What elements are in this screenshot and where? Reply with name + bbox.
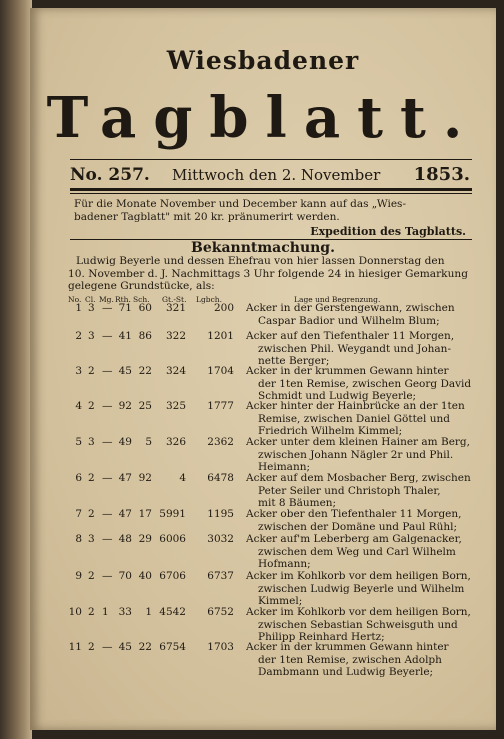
cell-sch: 5 bbox=[145, 436, 152, 448]
cell-lgb: 1777 bbox=[207, 400, 234, 412]
parcel-description bbox=[246, 533, 474, 571]
cell-mg: — bbox=[102, 400, 113, 412]
parcel-description bbox=[246, 365, 474, 403]
cell-cl: 3 bbox=[88, 436, 95, 448]
section-title: Bekanntmachung. bbox=[191, 240, 335, 256]
description-line: Acker in der Gerstengewann, zwischen bbox=[246, 302, 455, 314]
cell-no: 10 bbox=[68, 606, 82, 618]
cell-no: 1 bbox=[75, 302, 82, 314]
description-line: Peter Seiler und Christoph Thaler, bbox=[258, 484, 441, 497]
description-line: Acker auf den Tiefenthaler 11 Morgen, bbox=[246, 330, 455, 342]
cell-mg: — bbox=[102, 533, 113, 545]
column-header: Gt.-St. bbox=[162, 295, 187, 304]
description-line: der 1ten Remise, zwischen Georg David bbox=[258, 377, 472, 390]
cell-sch: 40 bbox=[138, 570, 152, 582]
cell-lgb: 1201 bbox=[207, 330, 234, 342]
cell-no: 11 bbox=[68, 641, 82, 653]
parcel-description bbox=[246, 472, 474, 510]
description-line: zwischen Phil. Weygandt und Johan- bbox=[258, 342, 451, 355]
description-line: zwischen dem Weg und Carl Wilhelm bbox=[258, 545, 456, 558]
parcel-description bbox=[246, 302, 474, 327]
cell-no: 7 bbox=[75, 508, 82, 520]
cell-lgb: 200 bbox=[213, 302, 234, 314]
cell-sch: 29 bbox=[138, 533, 152, 545]
cell-sch: 1 bbox=[145, 606, 152, 618]
cell-gst: 322 bbox=[165, 330, 186, 342]
newspaper-page bbox=[30, 8, 496, 730]
cell-rth: 47 bbox=[118, 508, 132, 520]
cell-cl: 2 bbox=[88, 472, 95, 484]
column-header: Rth. bbox=[115, 295, 131, 304]
cell-rth: 92 bbox=[118, 400, 132, 412]
column-header: Lage und Begrenzung. bbox=[294, 295, 381, 304]
parcel-description bbox=[246, 508, 474, 533]
cell-lgb: 6752 bbox=[207, 606, 234, 618]
cell-gst: 6706 bbox=[159, 570, 186, 582]
cell-rth: 49 bbox=[118, 436, 132, 448]
cell-mg: — bbox=[102, 330, 113, 342]
parcel-description bbox=[246, 641, 474, 679]
masthead-city: Wiesbadener bbox=[166, 46, 360, 75]
column-header: Mg. bbox=[99, 295, 114, 304]
cell-lgb: 3032 bbox=[207, 533, 234, 545]
cell-rth: 71 bbox=[118, 302, 132, 314]
cell-rth: 48 bbox=[118, 533, 132, 545]
cell-gst: 324 bbox=[165, 365, 186, 377]
cell-sch: 22 bbox=[138, 641, 152, 653]
description-line: zwischen der Domäne und Paul Rühl; bbox=[258, 520, 458, 533]
cell-sch: 86 bbox=[138, 330, 152, 342]
parcel-description bbox=[246, 606, 474, 644]
description-line: Caspar Badior und Wilhelm Blum; bbox=[258, 314, 440, 327]
cell-cl: 2 bbox=[88, 508, 95, 520]
cell-mg: — bbox=[102, 472, 113, 484]
description-line: Acker in der krummen Gewann hinter bbox=[246, 641, 449, 653]
cell-rth: 70 bbox=[118, 570, 132, 582]
parcel-description bbox=[246, 400, 474, 438]
cell-lgb: 1704 bbox=[207, 365, 234, 377]
cell-cl: 3 bbox=[88, 302, 95, 314]
parcel-description bbox=[246, 330, 474, 368]
description-line: nette Berger; bbox=[258, 355, 330, 368]
cell-lgb: 6478 bbox=[207, 472, 234, 484]
cell-gst: 5991 bbox=[159, 508, 186, 520]
cell-rth: 45 bbox=[118, 641, 132, 653]
cell-cl: 2 bbox=[88, 641, 95, 653]
description-line: Kimmel; bbox=[258, 595, 303, 608]
intro-line: gelegene Grundstücke, als: bbox=[68, 280, 215, 292]
description-line: Acker in der krummen Gewann hinter bbox=[246, 365, 449, 377]
cell-mg: — bbox=[102, 641, 113, 653]
cell-gst: 6754 bbox=[159, 641, 186, 653]
cell-gst: 4 bbox=[179, 472, 186, 484]
cell-sch: 25 bbox=[138, 400, 152, 412]
cell-rth: 41 bbox=[118, 330, 132, 342]
cell-mg: — bbox=[102, 570, 113, 582]
cell-lgb: 6737 bbox=[207, 570, 234, 582]
cell-mg: — bbox=[102, 365, 113, 377]
description-line: Heimann; bbox=[258, 461, 311, 474]
description-line: zwischen Ludwig Beyerle und Wilhelm bbox=[258, 582, 465, 595]
issue-year: 1853. bbox=[413, 164, 470, 185]
description-line: Acker im Kohlkorb vor dem heiligen Born, bbox=[246, 570, 471, 582]
column-header: Cl. bbox=[85, 295, 96, 304]
cell-no: 8 bbox=[75, 533, 82, 545]
parcel-description bbox=[246, 570, 474, 608]
cell-cl: 2 bbox=[88, 606, 95, 618]
cell-sch: 22 bbox=[138, 365, 152, 377]
book-binding bbox=[0, 0, 32, 739]
description-line: zwischen Sebastian Schweisguth und bbox=[258, 618, 458, 631]
column-header: No. bbox=[68, 295, 82, 304]
cell-mg: 1 bbox=[102, 606, 109, 618]
column-header: Sch. bbox=[133, 295, 150, 304]
description-line: Acker auf dem Mosbacher Berg, zwischen bbox=[246, 472, 471, 484]
description-line: Friedrich Wilhelm Kimmel; bbox=[258, 425, 403, 438]
issue-date: Mittwoch den 2. November bbox=[172, 166, 381, 184]
description-line: der 1ten Remise, zwischen Adolph bbox=[258, 653, 442, 666]
description-line: mit 8 Bäumen; bbox=[258, 497, 337, 510]
description-line: Acker hinter der Hainbrücke an der 1ten bbox=[246, 400, 465, 412]
notice-signoff: Expedition des Tagblatts. bbox=[310, 225, 466, 238]
cell-gst: 321 bbox=[165, 302, 186, 314]
cell-mg: — bbox=[102, 302, 113, 314]
column-header: Lgbch. bbox=[196, 295, 222, 304]
cell-mg: — bbox=[102, 436, 113, 448]
description-line: Philipp Reinhard Hertz; bbox=[258, 631, 385, 644]
cell-cl: 2 bbox=[88, 570, 95, 582]
cell-sch: 17 bbox=[138, 508, 152, 520]
notice-line: Für die Monate November und December kann auf das „Wies- bbox=[74, 198, 406, 210]
cell-no: 5 bbox=[75, 436, 82, 448]
description-line: zwischen Johann Nägler 2r und Phil. bbox=[258, 448, 454, 461]
description-line: Acker unter dem kleinen Hainer am Berg, bbox=[246, 436, 470, 448]
cell-lgb: 1195 bbox=[207, 508, 234, 520]
cell-no: 3 bbox=[75, 365, 82, 377]
cell-gst: 6006 bbox=[159, 533, 186, 545]
description-line: Schmidt und Ludwig Beyerle; bbox=[258, 390, 417, 403]
cell-gst: 4542 bbox=[159, 606, 186, 618]
description-line: Remise, zwischen Daniel Göttel und bbox=[258, 412, 450, 425]
cell-no: 4 bbox=[75, 400, 82, 412]
description-line: Dambmann und Ludwig Beyerle; bbox=[258, 666, 434, 679]
description-line: Acker im Kohlkorb vor dem heiligen Born, bbox=[246, 606, 471, 618]
cell-gst: 325 bbox=[165, 400, 186, 412]
cell-rth: 33 bbox=[118, 606, 132, 618]
description-line: Acker ober den Tiefenthaler 11 Morgen, bbox=[246, 508, 462, 520]
cell-no: 6 bbox=[75, 472, 82, 484]
issue-number: No. 257. bbox=[70, 165, 150, 185]
intro-line: Ludwig Beyerle und dessen Ehefrau von hier lassen Donnerstag den bbox=[76, 255, 445, 267]
cell-gst: 326 bbox=[165, 436, 186, 448]
cell-mg: — bbox=[102, 508, 113, 520]
cell-no: 9 bbox=[75, 570, 82, 582]
cell-lgb: 2362 bbox=[207, 436, 234, 448]
description-line: Acker auf'm Leberberg am Galgenacker, bbox=[246, 533, 462, 545]
cell-rth: 47 bbox=[118, 472, 132, 484]
cell-lgb: 1703 bbox=[207, 641, 234, 653]
cell-sch: 60 bbox=[138, 302, 152, 314]
parcel-table bbox=[30, 8, 496, 730]
intro-line: 10. November d. J. Nachmittags 3 Uhr folgende 24 in hiesiger Gemarkung bbox=[68, 267, 468, 280]
cell-cl: 3 bbox=[88, 330, 95, 342]
description-line: Hofmann; bbox=[258, 558, 311, 571]
cell-cl: 2 bbox=[88, 400, 95, 412]
cell-rth: 45 bbox=[118, 365, 132, 377]
cell-no: 2 bbox=[75, 330, 82, 342]
cell-sch: 92 bbox=[138, 472, 152, 484]
parcel-description bbox=[246, 436, 474, 474]
masthead-title: Tagblatt. bbox=[46, 85, 480, 151]
notice-line: badener Tagblatt" mit 20 kr. pränumerirt werden. bbox=[74, 211, 340, 223]
cell-cl: 2 bbox=[88, 365, 95, 377]
cell-cl: 3 bbox=[88, 533, 95, 545]
